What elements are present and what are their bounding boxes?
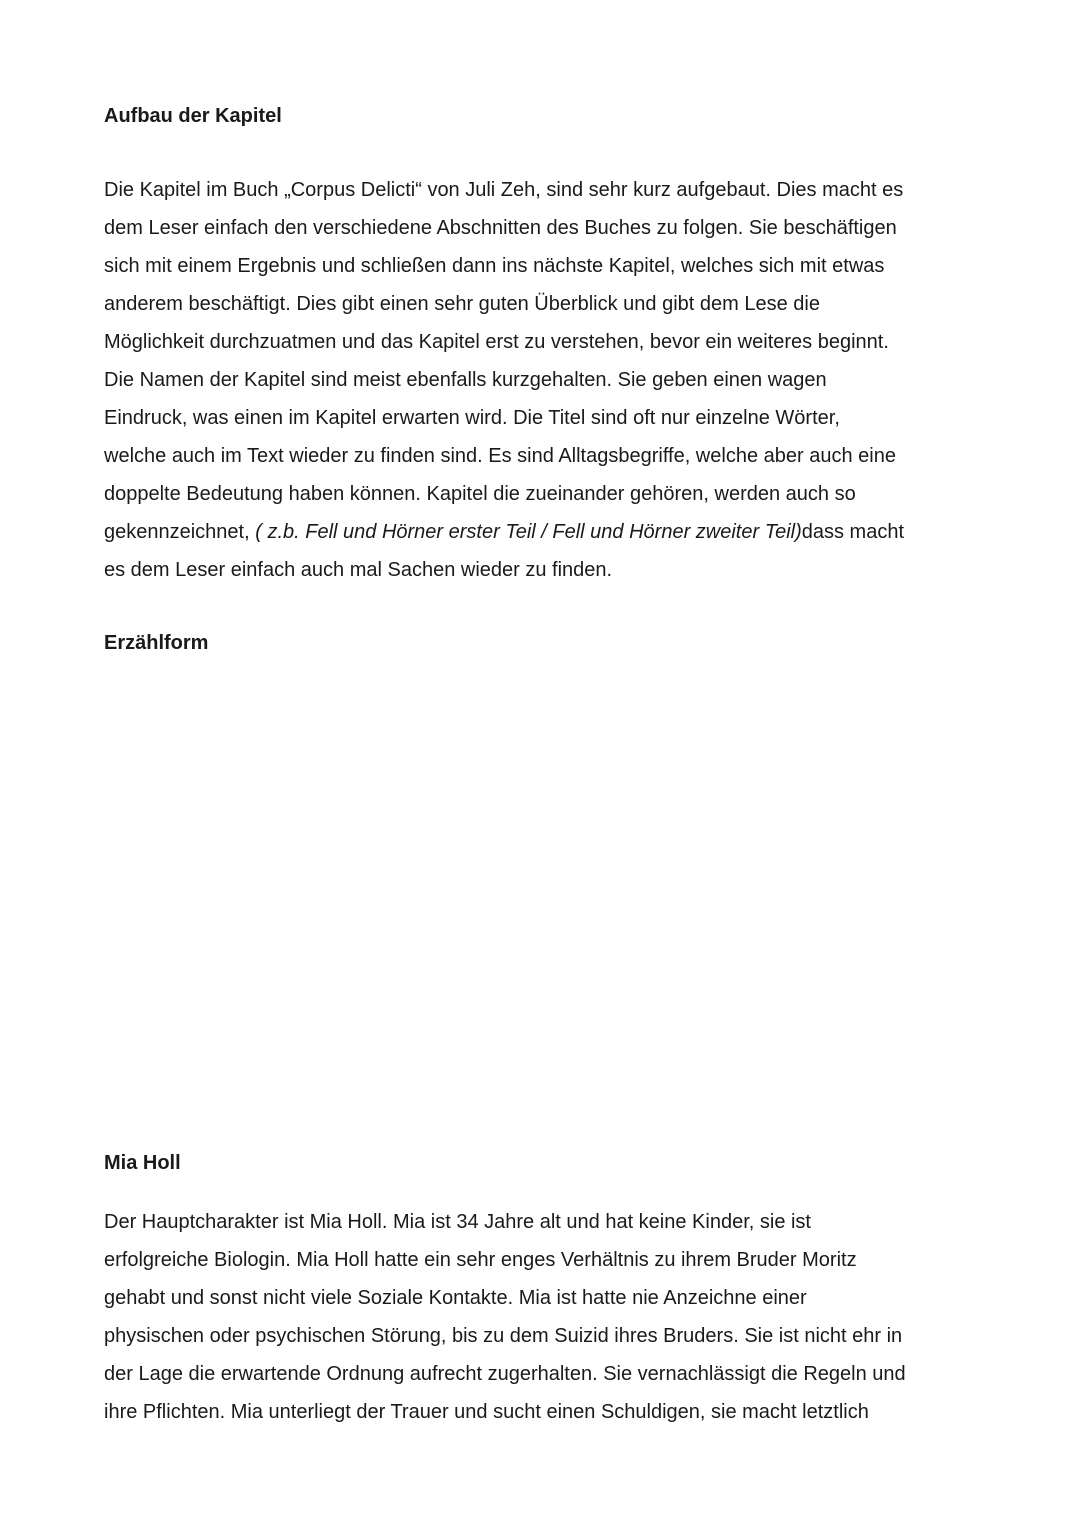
text-line: dem Leser einfach den verschiedene Abschnitten des Buches zu folgen. Sie beschäftigen — [104, 217, 897, 239]
paragraph-aufbau-der-kapitel — [104, 171, 1004, 589]
text-line: physischen oder psychischen Störung, bis zu dem Suizid ihres Bruders. Sie ist nicht ehr in — [104, 1325, 903, 1347]
text-line: Eindruck, was einen im Kapitel erwarten wird. Die Titel sind oft nur einzelne Wörter, — [104, 407, 840, 429]
text-line: es dem Leser einfach auch mal Sachen wieder zu finden. — [104, 559, 613, 581]
text-line: ihre Pflichten. Mia unterliegt der Trauer und sucht einen Schuldigen, sie macht letztlich — [104, 1401, 869, 1423]
italic-example: ( z.b. Fell und Hörner erster Teil / Fell und Hörner zweiter Teil) — [255, 521, 802, 543]
text-line-with-example — [104, 513, 1004, 551]
text-line: Möglichkeit durchzuatmen und das Kapitel erst zu verstehen, bevor ein weiteres beginnt. — [104, 331, 889, 353]
text-line: doppelte Bedeutung haben können. Kapitel die zueinander gehören, werden auch so — [104, 483, 856, 505]
text-segment: dass macht — [801, 521, 905, 543]
heading-mia-holl: Mia Holl — [104, 1152, 181, 1174]
paragraph-mia-holl — [104, 1203, 1004, 1431]
text-line: anderem beschäftigt. Dies gibt einen sehr guten Überblick und gibt dem Lese die — [104, 293, 820, 315]
text-line: gehabt und sonst nicht viele Soziale Kontakte. Mia ist hatte nie Anzeichne einer — [104, 1287, 807, 1309]
text-segment: gekennzeichnet, — [104, 521, 256, 543]
text-line: Die Namen der Kapitel sind meist ebenfalls kurzgehalten. Sie geben einen wagen — [104, 369, 827, 391]
heading-erzaehlform: Erzählform — [104, 632, 209, 654]
text-line: der Lage die erwartende Ordnung aufrecht zugerhalten. Sie vernachlässigt die Regeln und — [104, 1363, 906, 1385]
text-line: Der Hauptcharakter ist Mia Holl. Mia ist 34 Jahre alt und hat keine Kinder, sie ist — [104, 1211, 811, 1233]
text-line: Die Kapitel im Buch „Corpus Delicti“ von Juli Zeh, sind sehr kurz aufgebaut. Dies macht es — [104, 179, 904, 201]
text-line: welche auch im Text wieder zu finden sind. Es sind Alltagsbegriffe, welche aber auch eine — [104, 445, 896, 467]
text-line: sich mit einem Ergebnis und schließen dann ins nächste Kapitel, welches sich mit etwas — [104, 255, 885, 277]
text-line: erfolgreiche Biologin. Mia Holl hatte ein sehr enges Verhältnis zu ihrem Bruder Moritz — [104, 1249, 857, 1271]
heading-aufbau-der-kapitel: Aufbau der Kapitel — [104, 105, 282, 127]
